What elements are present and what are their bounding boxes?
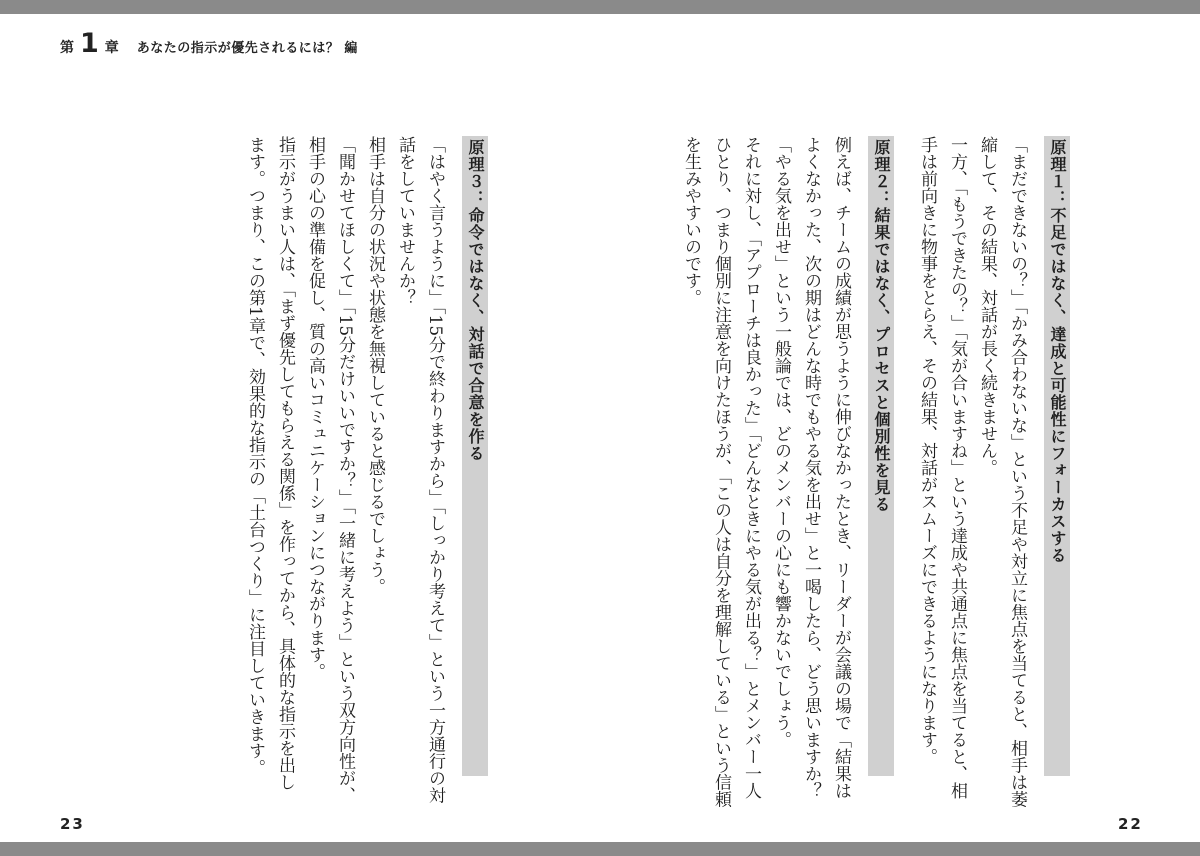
chapter-suffix: 章 — [104, 40, 119, 56]
principle-1-line: 一方、「もうできたの？」「気が合いますね」という達成や共通点に焦点を当てると、相 — [947, 136, 967, 799]
principle-1-heading: 原理１：不足ではなく、達成と可能性にフォーカスする — [1044, 136, 1070, 776]
chapter-number: 1 — [80, 28, 99, 59]
page-number-left: 23 — [60, 815, 85, 833]
chapter-prefix: 第 — [60, 40, 74, 56]
principle-1-line: 縮して、その結果、対話が長く続きません。 — [977, 136, 997, 476]
principle-2-line: 例えば、チームの成績が思うように伸びなかったとき、リーダーが会議の場で「結果は — [831, 136, 851, 799]
principle-1-line: 手は前向きに物事をとらえ、その結果、対話がスムーズにできるようになります。 — [917, 136, 937, 765]
principle-3-line: ます。つまり、この第1章で、効果的な指示の「土台つくり」に注目していきます。 — [245, 136, 265, 776]
top-border-bar — [0, 0, 1200, 14]
principle-3-line: 相手の心の準備を促し、質の高いコミュニケーションにつながります。 — [305, 136, 325, 680]
right-page-body — [681, 136, 1070, 808]
chapter-title: あなたの指示が優先されるには？ 編 — [136, 41, 358, 56]
principle-3-line: 指示がうまい人は、「まず優先してもらえる関係」を作ってから、具体的な指示を出し — [275, 136, 295, 791]
principle-2-line: を生みやすいのです。 — [681, 136, 701, 306]
principle-1-line: 「まだできないの？」「かみ合わないな」という不足や対立に焦点を当てると、相手は萎 — [1007, 136, 1027, 808]
principle-3-line: 「聞かせてほしくて」「15分だけいいですか？」「一緒に考えよう」という双方向性が、 — [335, 136, 355, 804]
principle-3-line: 話をしていませんか？ — [395, 136, 415, 306]
principle-3-line: 相手は自分の状況や状態を無視していると感じるでしょう。 — [365, 136, 385, 595]
principle-2-line: 「やる気を出せ」という一般論では、どのメンバーの心にも響かないでしょう。 — [771, 136, 791, 748]
principle-2-line: それに対し、「アプローチは良かった」「どんなときにやる気が出る？」とメンバー一人 — [741, 136, 761, 799]
bottom-border-bar — [0, 842, 1200, 856]
paragraph-spacer — [894, 136, 912, 776]
principle-3-line: 「はやく言うように」「15分で終わりますから」「しっかり考えて」という一方通行の対 — [425, 136, 445, 804]
principle-3-heading: 原理３：命令ではなく、対話で合意を作る — [462, 136, 488, 776]
left-page-body — [218, 136, 488, 804]
chapter-header — [60, 30, 358, 57]
principle-2-line: ひとり、つまり個別に注意を向けたほうが、「この人は自分を理解している」という信頼 — [711, 136, 731, 808]
principle-2-heading: 原理２：結果ではなく、プロセスと個別性を見る — [868, 136, 894, 776]
page-number-right: 22 — [1118, 815, 1143, 833]
principle-2-line: よくなかった、次の期はどんな時でもやる気を出せ」と一喝したら、どう思いますか？ — [801, 136, 821, 799]
